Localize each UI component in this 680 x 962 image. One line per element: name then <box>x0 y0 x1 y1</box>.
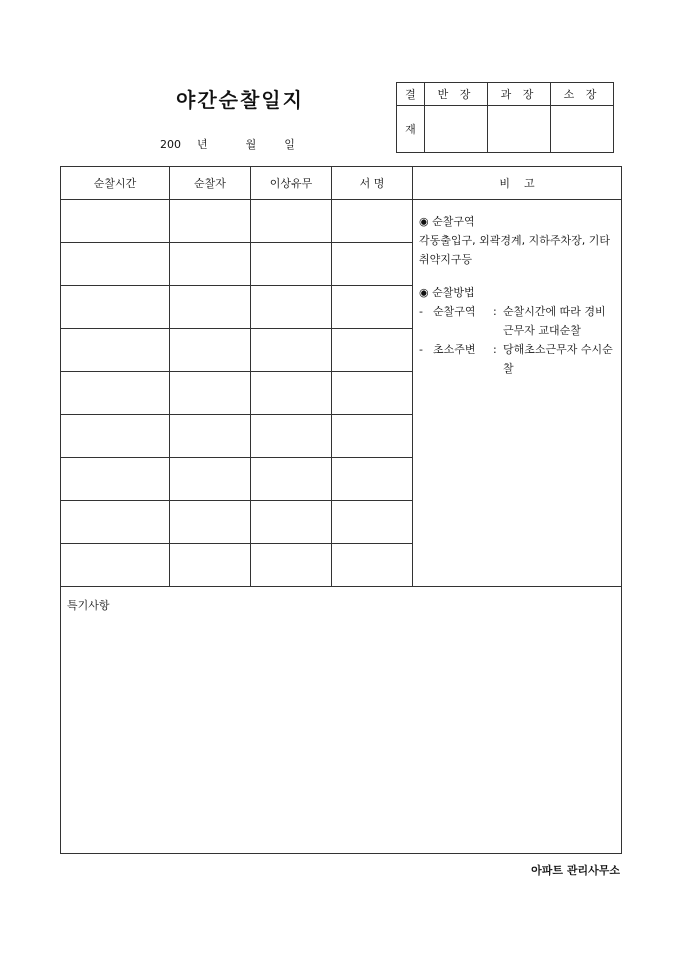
cell-time[interactable] <box>61 415 170 458</box>
cell-anomaly[interactable] <box>251 544 332 587</box>
cell-anomaly[interactable] <box>251 329 332 372</box>
cell-patroller[interactable] <box>170 458 251 501</box>
cell-anomaly[interactable] <box>251 286 332 329</box>
remarks-method-item: - 순찰구역 : 순찰시간에 따라 경비근무자 교대순찰 <box>419 305 606 337</box>
cell-patroller[interactable] <box>170 243 251 286</box>
cell-anomaly[interactable] <box>251 415 332 458</box>
date-month-unit: 월 <box>245 138 257 151</box>
office-name: 아파트 관리사무소 <box>531 864 620 877</box>
cell-patroller[interactable] <box>170 372 251 415</box>
cell-patroller[interactable] <box>170 415 251 458</box>
cell-time[interactable] <box>61 372 170 415</box>
approval-label-top: 결 <box>397 83 425 106</box>
remarks-method-title: ◉ 순찰방법 <box>419 286 475 299</box>
remarks-area-title: ◉ 순찰구역 <box>419 215 475 228</box>
cell-signature[interactable] <box>332 501 413 544</box>
header-patroller: 순찰자 <box>170 167 251 200</box>
cell-time[interactable] <box>61 501 170 544</box>
cell-patroller[interactable] <box>170 200 251 243</box>
cell-signature[interactable] <box>332 243 413 286</box>
approval-box <box>396 82 614 153</box>
remarks-method-item: - 초소주변 : 당해초소근무자 수시순찰 <box>419 343 613 375</box>
cell-signature[interactable] <box>332 329 413 372</box>
cell-time[interactable] <box>61 200 170 243</box>
approval-role-section-chief: 과 장 <box>488 83 551 106</box>
approval-role-team-lead: 반 장 <box>425 83 488 106</box>
patrol-log-table <box>60 166 622 587</box>
date-day-unit: 일 <box>284 138 295 151</box>
cell-signature[interactable] <box>332 544 413 587</box>
header-remarks: 비 고 <box>413 167 622 200</box>
cell-signature[interactable] <box>332 415 413 458</box>
cell-patroller[interactable] <box>170 501 251 544</box>
cell-anomaly[interactable] <box>251 458 332 501</box>
cell-time[interactable] <box>61 329 170 372</box>
header-signature: 서 명 <box>332 167 413 200</box>
cell-anomaly[interactable] <box>251 200 332 243</box>
page-title: 야간순찰일지 <box>176 88 304 112</box>
cell-signature[interactable] <box>332 286 413 329</box>
cell-patroller[interactable] <box>170 544 251 587</box>
date-year-unit: 년 <box>197 138 208 151</box>
cell-time[interactable] <box>61 544 170 587</box>
approval-role-director: 소 장 <box>551 83 614 106</box>
notes-box[interactable] <box>60 587 622 854</box>
cell-time[interactable] <box>61 286 170 329</box>
cell-anomaly[interactable] <box>251 372 332 415</box>
cell-signature[interactable] <box>332 372 413 415</box>
date-line <box>160 136 323 152</box>
approval-sign-cell[interactable] <box>425 106 488 153</box>
cell-signature[interactable] <box>332 200 413 243</box>
remarks-area-text: 각동출입구, 외곽경계, 지하주차장, 기타 취약지구등 <box>419 234 610 266</box>
cell-time[interactable] <box>61 243 170 286</box>
cell-patroller[interactable] <box>170 329 251 372</box>
cell-time[interactable] <box>61 458 170 501</box>
header-patrol-time: 순찰시간 <box>61 167 170 200</box>
cell-patroller[interactable] <box>170 286 251 329</box>
date-year: 200 <box>160 138 181 151</box>
approval-sign-cell[interactable] <box>551 106 614 153</box>
cell-anomaly[interactable] <box>251 501 332 544</box>
remarks-cell <box>413 200 622 587</box>
header-anomaly: 이상유무 <box>251 167 332 200</box>
approval-sign-cell[interactable] <box>488 106 551 153</box>
notes-label: 특기사항 <box>67 599 110 612</box>
cell-signature[interactable] <box>332 458 413 501</box>
cell-anomaly[interactable] <box>251 243 332 286</box>
approval-label-bottom: 재 <box>397 106 425 153</box>
